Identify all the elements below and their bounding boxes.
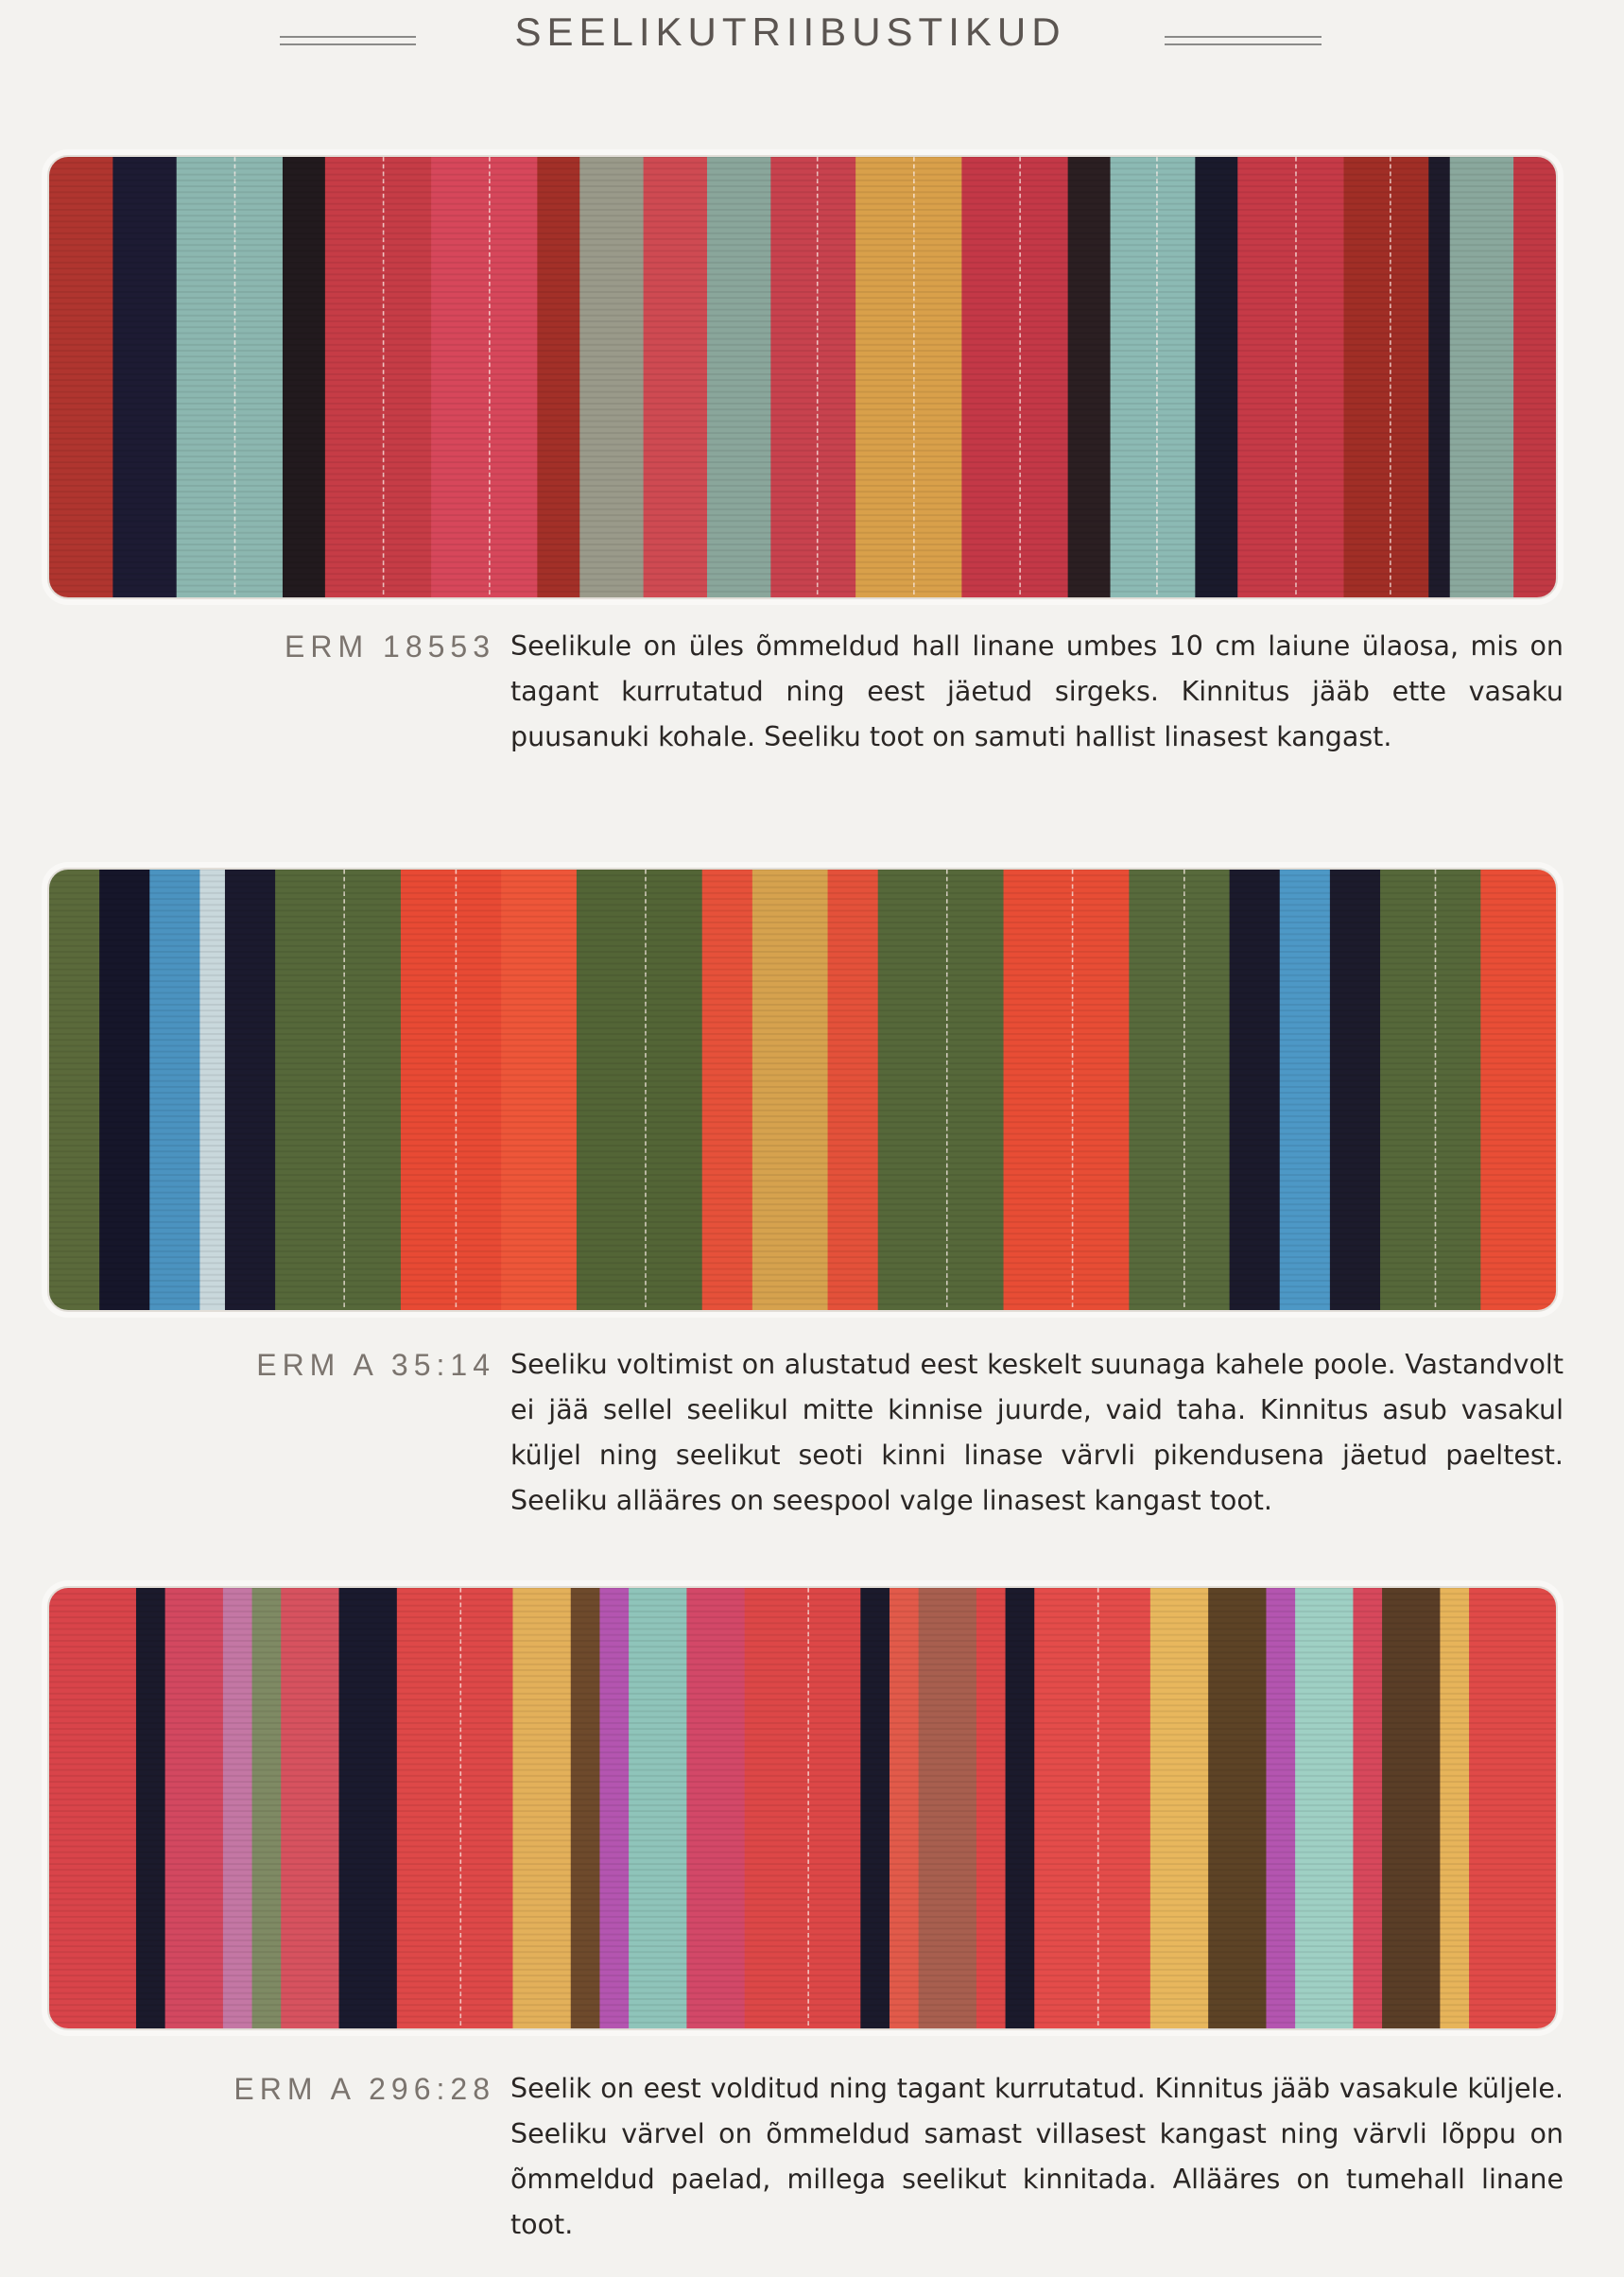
stripe-2-2 [99, 870, 150, 1310]
stripe-3-26 [1382, 1588, 1441, 2028]
stripe-3-19 [1006, 1588, 1036, 2028]
stripe-3-13 [686, 1588, 745, 2028]
stripe-3-7 [339, 1588, 398, 2028]
stripe-2-6 [275, 870, 402, 1310]
stripe-1-20 [1450, 157, 1514, 597]
stripe-2-17 [1280, 870, 1331, 1310]
stripe-3-5 [252, 1588, 283, 2028]
stripe-2-16 [1230, 870, 1281, 1310]
stripe-2-13 [878, 870, 1005, 1310]
stripe-1-10 [707, 157, 771, 597]
stripe-2-15 [1129, 870, 1230, 1310]
stripe-1-7 [537, 157, 580, 597]
stripe-2-19 [1380, 870, 1481, 1310]
stripe-3-11 [599, 1588, 630, 2028]
stripe-1-16 [1195, 157, 1238, 597]
stripe-2-7 [401, 870, 502, 1310]
stripe-pattern-1 [49, 157, 1556, 597]
stripe-3-15 [860, 1588, 890, 2028]
stripe-3-27 [1440, 1588, 1470, 2028]
stripe-3-25 [1353, 1588, 1383, 2028]
stripe-2-4 [199, 870, 226, 1310]
stripe-2-3 [149, 870, 200, 1310]
stripe-1-9 [644, 157, 708, 597]
stripe-1-3 [177, 157, 284, 597]
stripe-2-10 [702, 870, 753, 1310]
stripe-1-1 [49, 157, 113, 597]
stripe-3-8 [397, 1588, 514, 2028]
stripe-pattern-2 [49, 870, 1556, 1310]
stripe-3-21 [1150, 1588, 1209, 2028]
fabric-swatch-3 [47, 1586, 1558, 2030]
catalog-code-2: ERM A 35:14 [256, 1348, 495, 1382]
stripe-3-18 [976, 1588, 1007, 2028]
stripe-3-20 [1034, 1588, 1151, 2028]
stripe-1-4 [283, 157, 326, 597]
stripe-3-9 [512, 1588, 571, 2028]
stripe-1-13 [961, 157, 1068, 597]
stripe-1-5 [325, 157, 432, 597]
stripe-3-3 [165, 1588, 224, 2028]
stripe-3-12 [629, 1588, 687, 2028]
stripe-1-2 [112, 157, 177, 597]
stripe-2-18 [1330, 870, 1381, 1310]
stripe-3-16 [890, 1588, 920, 2028]
stripe-3-2 [136, 1588, 166, 2028]
catalog-code-3: ERM A 296:28 [233, 2072, 495, 2106]
catalog-code-1: ERM 18553 [285, 630, 495, 664]
stripe-2-8 [501, 870, 578, 1310]
stripe-3-23 [1266, 1588, 1296, 2028]
stripe-1-8 [579, 157, 644, 597]
caption-text-3: Seelik on eest volditud ning tagant kurrutatud. Kinnitus jääb vasakule küljele. Seeliku värvel on õmmeldud samast villasest kangast ning värvli lõppu on õmmeldud paelad, millega seelikut kinnitada. Allääres on tumehall linane toot. [510, 2073, 1564, 2240]
stripe-2-14 [1004, 870, 1131, 1310]
caption-text-1: Seelikule on üles õmmeldud hall linane umbes 10 cm laiune ülaosa, mis on tagant kurrutatud ning eest jäetud sirgeks. Kinnitus jääb ette vasaku puusanuki kohale. Seeliku toot on samuti hallist linasest kangast. [510, 630, 1564, 752]
stripe-3-14 [745, 1588, 862, 2028]
stripe-2-9 [577, 870, 703, 1310]
stripe-1-21 [1513, 157, 1556, 597]
stripe-3-24 [1295, 1588, 1354, 2028]
header-rule-left [280, 36, 416, 45]
stripe-1-19 [1428, 157, 1450, 597]
caption-text-2: Seeliku voltimist on alustatud eest keskelt suunaga kahele poole. Vastandvolt ei jää sellel seelikul mitte kinnise juurde, vaid taha. Kinnitus asub vasakul küljel ning seelikut seoti kinni linase värvli pikendusena jäetud paeltest. Seeliku allääres on seespool valge linasest kangast toot. [510, 1349, 1564, 1516]
stripe-1-14 [1068, 157, 1112, 597]
stripe-1-11 [770, 157, 856, 597]
stripe-pattern-3 [49, 1588, 1556, 2028]
page-header [0, 0, 1624, 76]
stripe-3-1 [49, 1588, 137, 2028]
stripe-3-17 [919, 1588, 977, 2028]
stripe-2-11 [752, 870, 829, 1310]
fabric-swatch-1 [47, 155, 1558, 599]
stripe-1-17 [1237, 157, 1344, 597]
stripe-1-15 [1111, 157, 1197, 597]
stripe-3-6 [281, 1588, 339, 2028]
stripe-2-1 [49, 870, 100, 1310]
page-title: SEELIKUTRIIBUSTIKUD [514, 9, 1066, 54]
stripe-3-22 [1208, 1588, 1267, 2028]
stripe-2-5 [225, 870, 276, 1310]
stripe-1-18 [1343, 157, 1429, 597]
stripe-2-20 [1480, 870, 1556, 1310]
header-rule-right [1165, 36, 1322, 45]
stripe-1-12 [855, 157, 962, 597]
stripe-2-12 [828, 870, 879, 1310]
stripe-3-28 [1469, 1588, 1556, 2028]
stripe-3-4 [223, 1588, 253, 2028]
stripe-1-6 [431, 157, 538, 597]
fabric-swatch-2 [47, 868, 1558, 1312]
stripe-3-10 [571, 1588, 601, 2028]
